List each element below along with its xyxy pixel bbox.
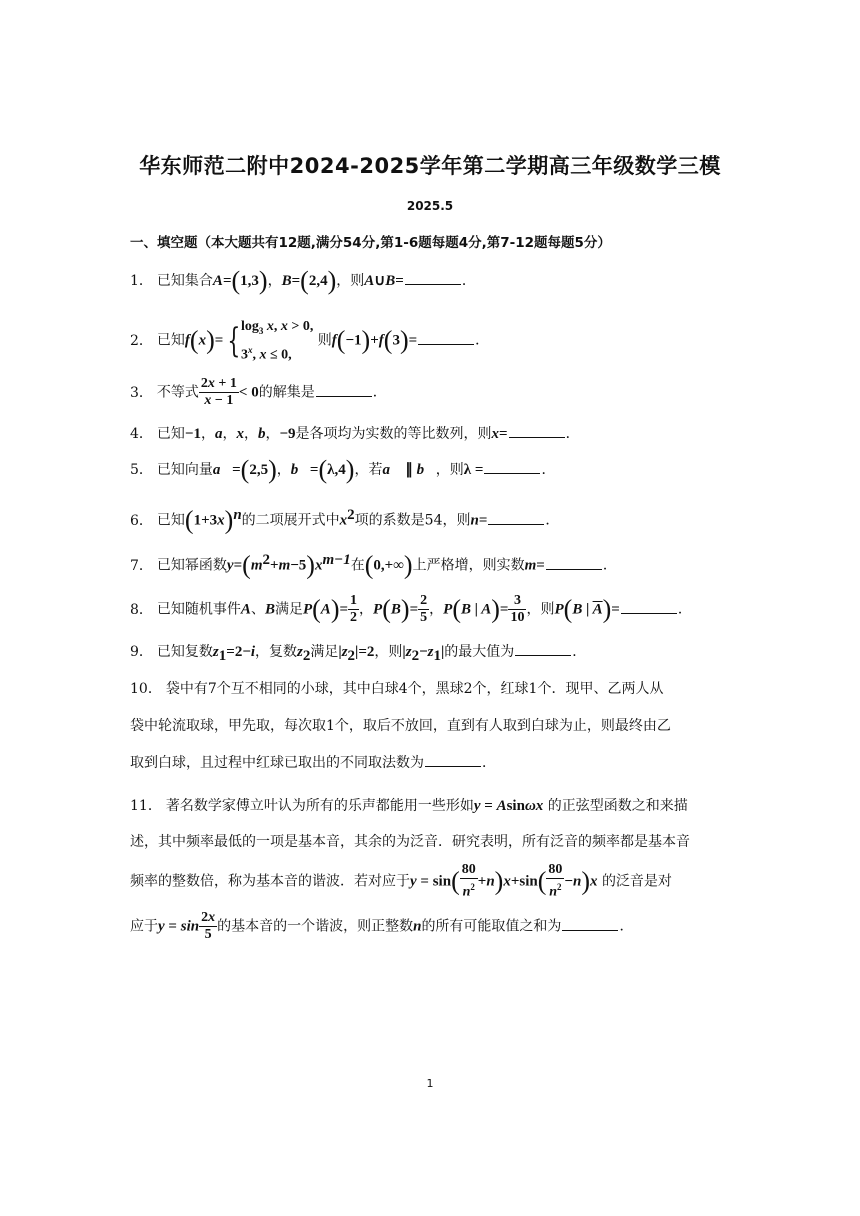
question-10-line-2: 袋中轮流取球，甲先取，每次取1个，取后不放回，直到有人取到白球为止，则最终由乙 [130, 718, 671, 734]
question-11-line-4: 应于y = sin $\frac{2x}{5}$ 的基本音的一个谐波，则正整数n的所有可能取值之和为 ． [130, 910, 634, 942]
question-11-line-3: 频率的整数倍，称为基本音的谐波．若对应于y = sin( $\frac{80}{n^2}$ +n)x+sin( $\frac{80}{n^2}$ −n)x 的泛音是对 [130, 862, 672, 900]
section-heading: 一、填空题（本大题共有12题,满分54分,第1-6题每题4分,第7-12题每题5分） [130, 235, 611, 251]
answer-blank [488, 511, 544, 525]
answer-blank [418, 331, 474, 345]
question-4: 4． 已知−1，a，x，b，−9是各项均为实数的等比数列，则x= ． [130, 426, 580, 442]
question-10-line-1: 10． 袋中有7个互不相同的小球，其中白球4个，黑球2个，红球1个．现甲、乙两人从 [130, 681, 664, 697]
question-3: 3． 不等式 $\frac{2x + 1}{x - 1}$ < 0的解集是 ． [130, 376, 387, 408]
answer-blank [546, 556, 602, 570]
question-6: 6． 已知$(1+3x)^n$的二项展开式中$x^2$项的系数是54，则n= ． [130, 505, 560, 535]
question-10-line-3: 取到白球，且过程中红球已取出的不同取法数为 ． [130, 755, 496, 771]
page-title: 华东师范二附中2024-2025学年第二学期高三年级数学三模 [139, 154, 721, 178]
answer-blank [316, 383, 372, 397]
answer-blank [509, 424, 565, 438]
question-11-line-2: 述，其中频率最低的一项是基本音，其余的为泛音．研究表明，所有泛音的频率都是基本音 [130, 834, 690, 850]
exam-date: 2025.5 [406, 199, 454, 213]
question-1: 1． 已知集合A=(1,3)，B=(2,4)，则A∪B= ． [130, 266, 476, 295]
question-8: 8． 已知随机事件A、B满足P(A)= $\frac{1}{2}$ ，P(B)= $\frac{2}{5}$ ，P(B | A)= $\frac{3}{10}$ ，则P(B | $\overline{A})=$ ． [130, 593, 692, 625]
answer-blank [425, 753, 481, 767]
answer-blank [484, 460, 540, 474]
answer-blank [405, 271, 461, 285]
answer-blank [515, 642, 571, 656]
answer-blank [621, 600, 677, 614]
answer-blank [562, 917, 618, 931]
question-2: 2． 已知f(x)= { $\log_3 x$, x > 0, 3$^x$, x ≤ 0, 则f(−1)+f(3)= ． [130, 319, 490, 363]
question-5: 5． 已知向量a⃗=(2,5)，b⃗=(λ,4)，若a⃗ ∥ b⃗，则λ = ． [130, 455, 556, 484]
question-9: 9． 已知复数$z_1=2-i$，复数$z_2$满足$|z_2|=2$，则$|z_2-z_1|$的最大值为 ． [130, 644, 587, 664]
question-7: 7． 已知幂函数$y=(m^2+m-5)x^{m-1}$在(0,+∞)上严格增，则实数m= ． [130, 550, 617, 580]
question-11-line-1: 11． 著名数学家傅立叶认为所有的乐声都能用一些形如y = Asinωx 的正弦型函数之和来描 [130, 798, 688, 814]
page-number: 1 [426, 1077, 434, 1090]
